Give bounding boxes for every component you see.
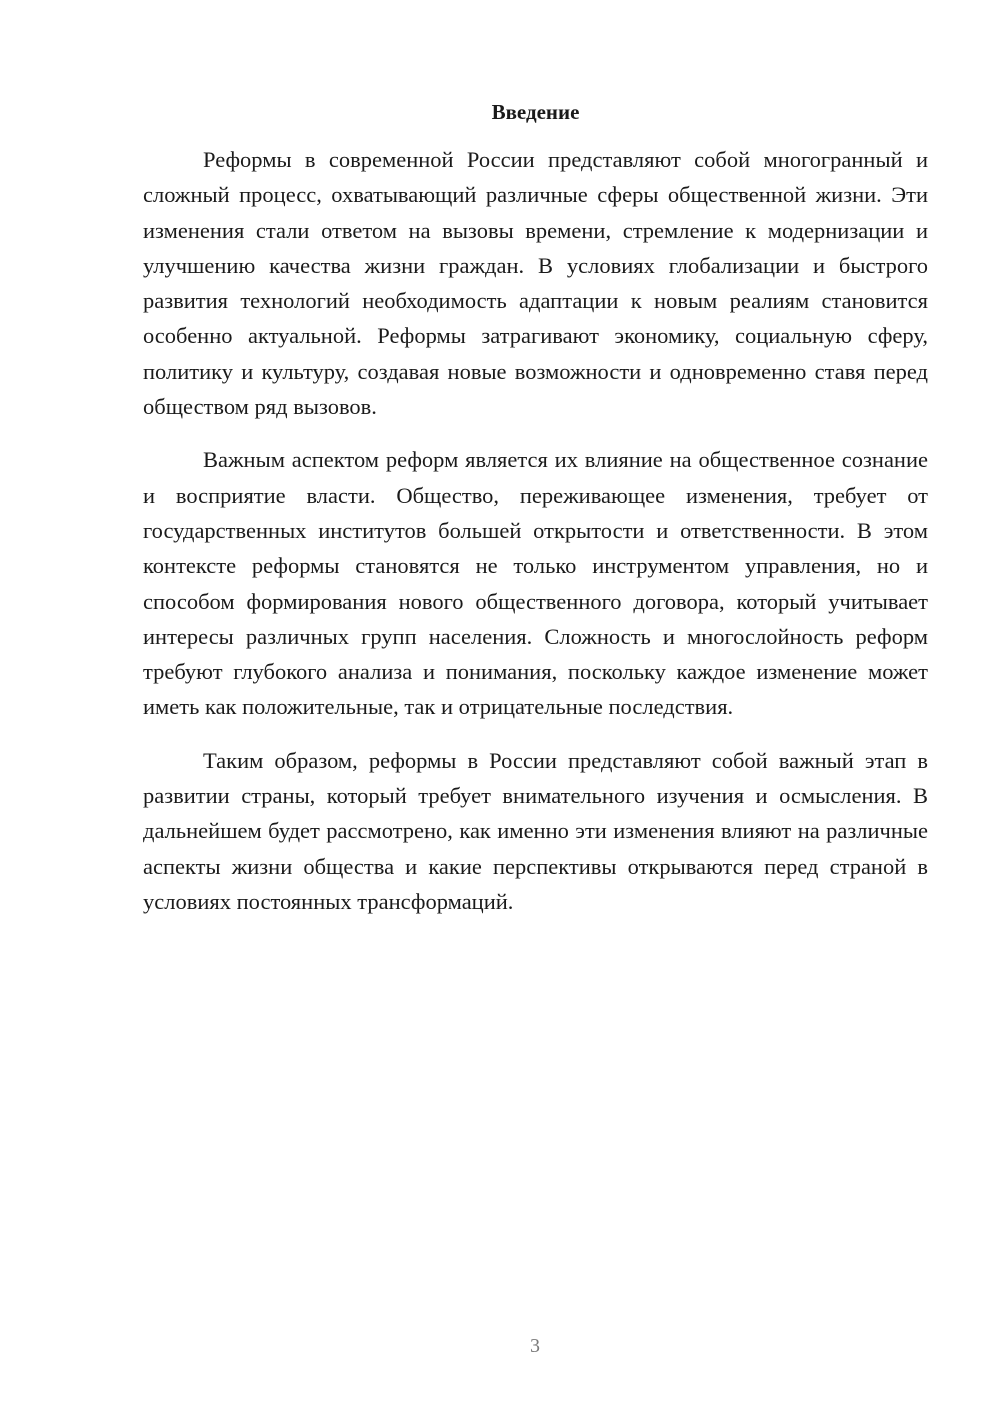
paragraph-3: Таким образом, реформы в России представляют собой важный этап в развитии страны, который требует внимательного изучения и осмысления. В дальнейшем будет рассмотрено, как именно эти изменения влияют на различные аспекты жизни общества и какие перспективы открываются перед страной в условиях постоянных трансформаций. bbox=[143, 747, 928, 914]
body-text bbox=[143, 142, 928, 937]
paragraph-1: Реформы в современной России представляют собой многогранный и сложный процесс, охватывающий различные сферы общественной жизни. Эти изменения стали ответом на вызовы времени, стремление к модернизации и улучшению качества жизни граждан. В условиях глобализации и быстрого развития технологий необходимость адаптации к новым реалиям становится особенно актуальной. Реформы затрагивают экономику, социальную сферу, политику и культуру, создавая новые возможности и одновременно ставя перед обществом ряд вызовов. bbox=[143, 147, 928, 420]
page-number: 3 bbox=[530, 1335, 540, 1357]
paragraph-2: Важным аспектом реформ является их влияние на общественное сознание и восприятие власти. Общество, переживающее изменения, требует от государственных институтов большей открытости и ответственности. В этом контексте реформы становятся не только инструментом управления, но и способом формирования нового общественного договора, который учитывает интересы различных групп населения. Сложность и многослойность реформ требуют глубокого анализа и понимания, поскольку каждое изменение может иметь как положительные, так и отрицательные последствия. bbox=[143, 447, 928, 720]
section-heading: Введение bbox=[491, 100, 580, 124]
